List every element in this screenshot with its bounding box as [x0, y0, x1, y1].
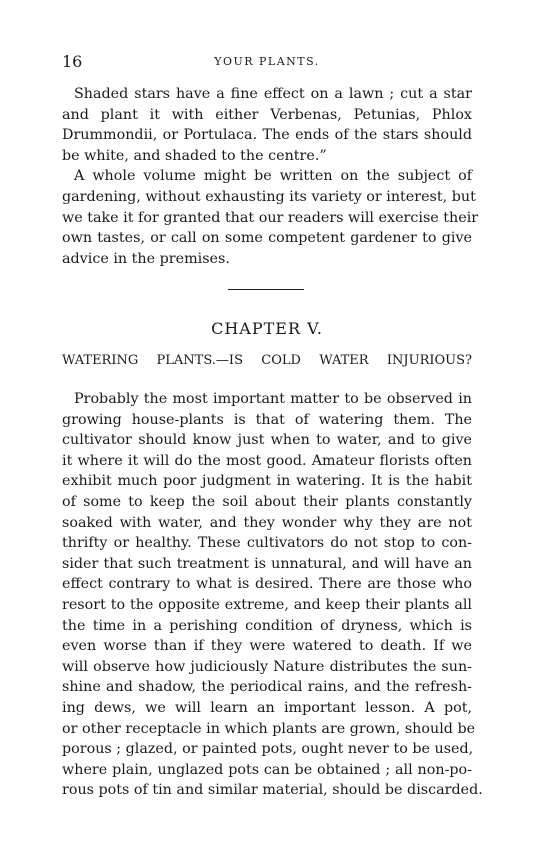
section-divider — [228, 289, 304, 290]
text-line: where plain, unglazed pots can be obtained ; all non-po- — [62, 761, 472, 778]
text-line: and plant it with either Verbenas, Petunias, Phlox — [62, 106, 472, 123]
text-line: gardening, without exhausting its variety or interest, but — [62, 188, 476, 205]
text-line: even worse than if they were watered to death. If we — [62, 638, 472, 655]
text-line: we take it for granted that our readers will exercise their — [62, 209, 479, 226]
chapter-subheading: WATERING PLANTS.—IS COLD WATER INJURIOUS? — [62, 353, 472, 368]
text-line: it where it will do the most good. Amateur florists often — [62, 452, 472, 469]
chapter-body — [62, 389, 483, 801]
text-line: A whole volume might be written on the subject of — [74, 168, 472, 185]
text-line: cultivator should know just when to water, and to give — [62, 432, 472, 449]
text-line: thrifty or healthy. These cultivators do not stop to con- — [62, 535, 472, 552]
text-line: ing dews, we will learn an important lesson. A pot, — [62, 699, 472, 716]
text-line: advice in the premises. — [62, 250, 230, 267]
running-title: YOUR PLANTS. — [214, 55, 320, 68]
text-line: porous ; glazed, or painted pots, ought never to be used, — [62, 741, 474, 758]
text-line: shine and shadow, the periodical rains, and the refresh- — [62, 679, 472, 696]
text-line: effect contrary to what is desired. There are those who — [62, 576, 472, 593]
text-line: will observe how judiciously Nature distributes the sun- — [62, 658, 472, 675]
text-line: Drummondii, or Portulaca. The ends of the stars should — [62, 127, 472, 144]
text-line: the time in a perishing condition of dryness, which is — [62, 617, 472, 634]
text-line: be white, and shaded to the centre.” — [62, 147, 327, 164]
text-line: resort to the opposite extreme, and keep their plants all — [62, 596, 472, 613]
running-head — [62, 52, 472, 72]
text-line: sider that such treatment is unnatural, and will have an — [62, 555, 472, 572]
chapter-heading: CHAPTER V. — [211, 319, 323, 338]
text-line: growing house-plants is that of watering them. The — [62, 411, 472, 428]
text-line: Shaded stars have a fine effect on a lawn ; cut a star — [74, 86, 472, 102]
text-line: Probably the most important matter to be observed in — [74, 391, 472, 407]
page-number: 16 — [62, 52, 83, 71]
text-line: rous pots of tin and similar material, should be discarded. — [62, 782, 483, 799]
text-line: or other receptacle in which plants are grown, should be — [62, 720, 476, 737]
intro-paragraphs — [62, 84, 479, 269]
text-line: exhibit much poor judgment in watering. It is the habit — [62, 473, 472, 490]
text-line: own tastes, or call on some competent gardener to give — [62, 230, 472, 247]
text-line: of some to keep the soil about their plants constantly — [62, 493, 472, 510]
text-line: soaked with water, and they wonder why they are not — [62, 514, 472, 531]
